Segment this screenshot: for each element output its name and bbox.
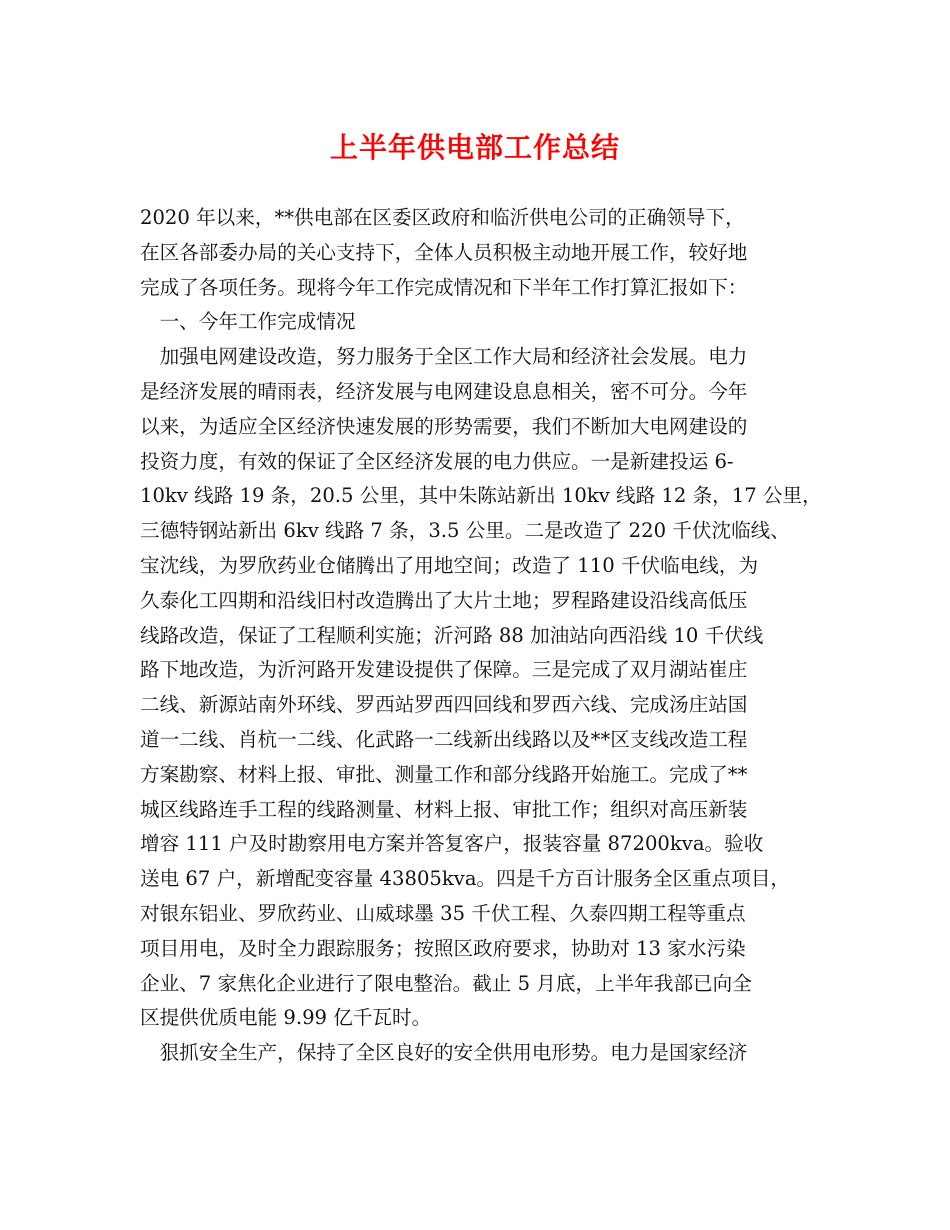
body-line: 送电 67 户，新增配变容量 43805kva。四是千方百计服务全区重点项目， bbox=[140, 867, 791, 891]
body-line: 二线、新源站南外环线、罗西站罗西四回线和罗西六线、完成汤庄站国 bbox=[140, 693, 748, 717]
body-line: 路下地改造，为沂河路开发建设提供了保障。三是完成了双月湖站崔庄 bbox=[140, 658, 748, 682]
body-line: 狠抓安全生产，保持了全区良好的安全供用电形势。电力是国家经济 bbox=[140, 1041, 748, 1065]
body-line: 一、今年工作完成情况 bbox=[140, 310, 356, 334]
document-title: 上半年供电部工作总结 bbox=[329, 131, 620, 164]
body-line: 10kv 线路 19 条，20.5 公里，其中朱陈站新出 10kv 线路 12 条，17 公里， bbox=[140, 484, 822, 508]
body-line: 久泰化工四期和沿线旧村改造腾出了大片土地；罗程路建设沿线高低压 bbox=[140, 588, 748, 612]
body-line: 2020 年以来，**供电部在区委区政府和临沂供电公司的正确领导下， bbox=[140, 206, 745, 229]
body-line: 加强电网建设改造，努力服务于全区工作大局和经济社会发展。电力 bbox=[140, 345, 748, 369]
body-line: 道一二线、肖杭一二线、化武路一二线新出线路以及**区支线改造工程 bbox=[140, 727, 748, 751]
body-line: 区提供优质电能 9.99 亿千瓦时。 bbox=[140, 1006, 432, 1030]
document-body bbox=[140, 201, 830, 1071]
body-line: 宝沈线，为罗欣药业仓储腾出了用地空间；改造了 110 千伏临电线，为 bbox=[140, 553, 759, 577]
body-line: 以来，为适应全区经济快速发展的形势需要，我们不断加大电网建设的 bbox=[140, 414, 748, 438]
body-line: 在区各部委办局的关心支持下，全体人员积极主动地开展工作，较好地 bbox=[140, 240, 748, 264]
body-line: 项目用电，及时全力跟踪服务；按照区政府要求，协助对 13 家水污染 bbox=[140, 936, 746, 960]
body-line: 投资力度，有效的保证了全区经济发展的电力供应。一是新建投运 6- bbox=[140, 449, 734, 473]
body-line: 方案勘察、材料上报、审批、测量工作和部分线路开始施工。完成了** bbox=[140, 762, 748, 786]
body-line: 是经济发展的晴雨表，经济发展与电网建设息息相关，密不可分。今年 bbox=[140, 379, 748, 403]
body-line: 完成了各项任务。现将今年工作完成情况和下半年工作打算汇报如下： bbox=[140, 275, 748, 299]
body-line: 城区线路连手工程的线路测量、材料上报、审批工作；组织对高压新装 bbox=[140, 797, 748, 821]
body-line: 企业、7 家焦化企业进行了限电整治。截止 5 月底，上半年我部已向全 bbox=[140, 971, 752, 995]
body-line: 对银东铝业、罗欣药业、山威球墨 35 千伏工程、久泰四期工程等重点 bbox=[140, 901, 746, 925]
body-line: 线路改造，保证了工程顺利实施；沂河路 88 加油站向西沿线 10 千伏线 bbox=[140, 623, 764, 647]
body-line: 三德特钢站新出 6kv 线路 7 条，3.5 公里。二是改造了 220 千伏沈临线、 bbox=[140, 519, 790, 543]
body-line: 增容 111 户及时勘察用电方案并答复客户，报装容量 87200kva。验收 bbox=[140, 832, 764, 856]
